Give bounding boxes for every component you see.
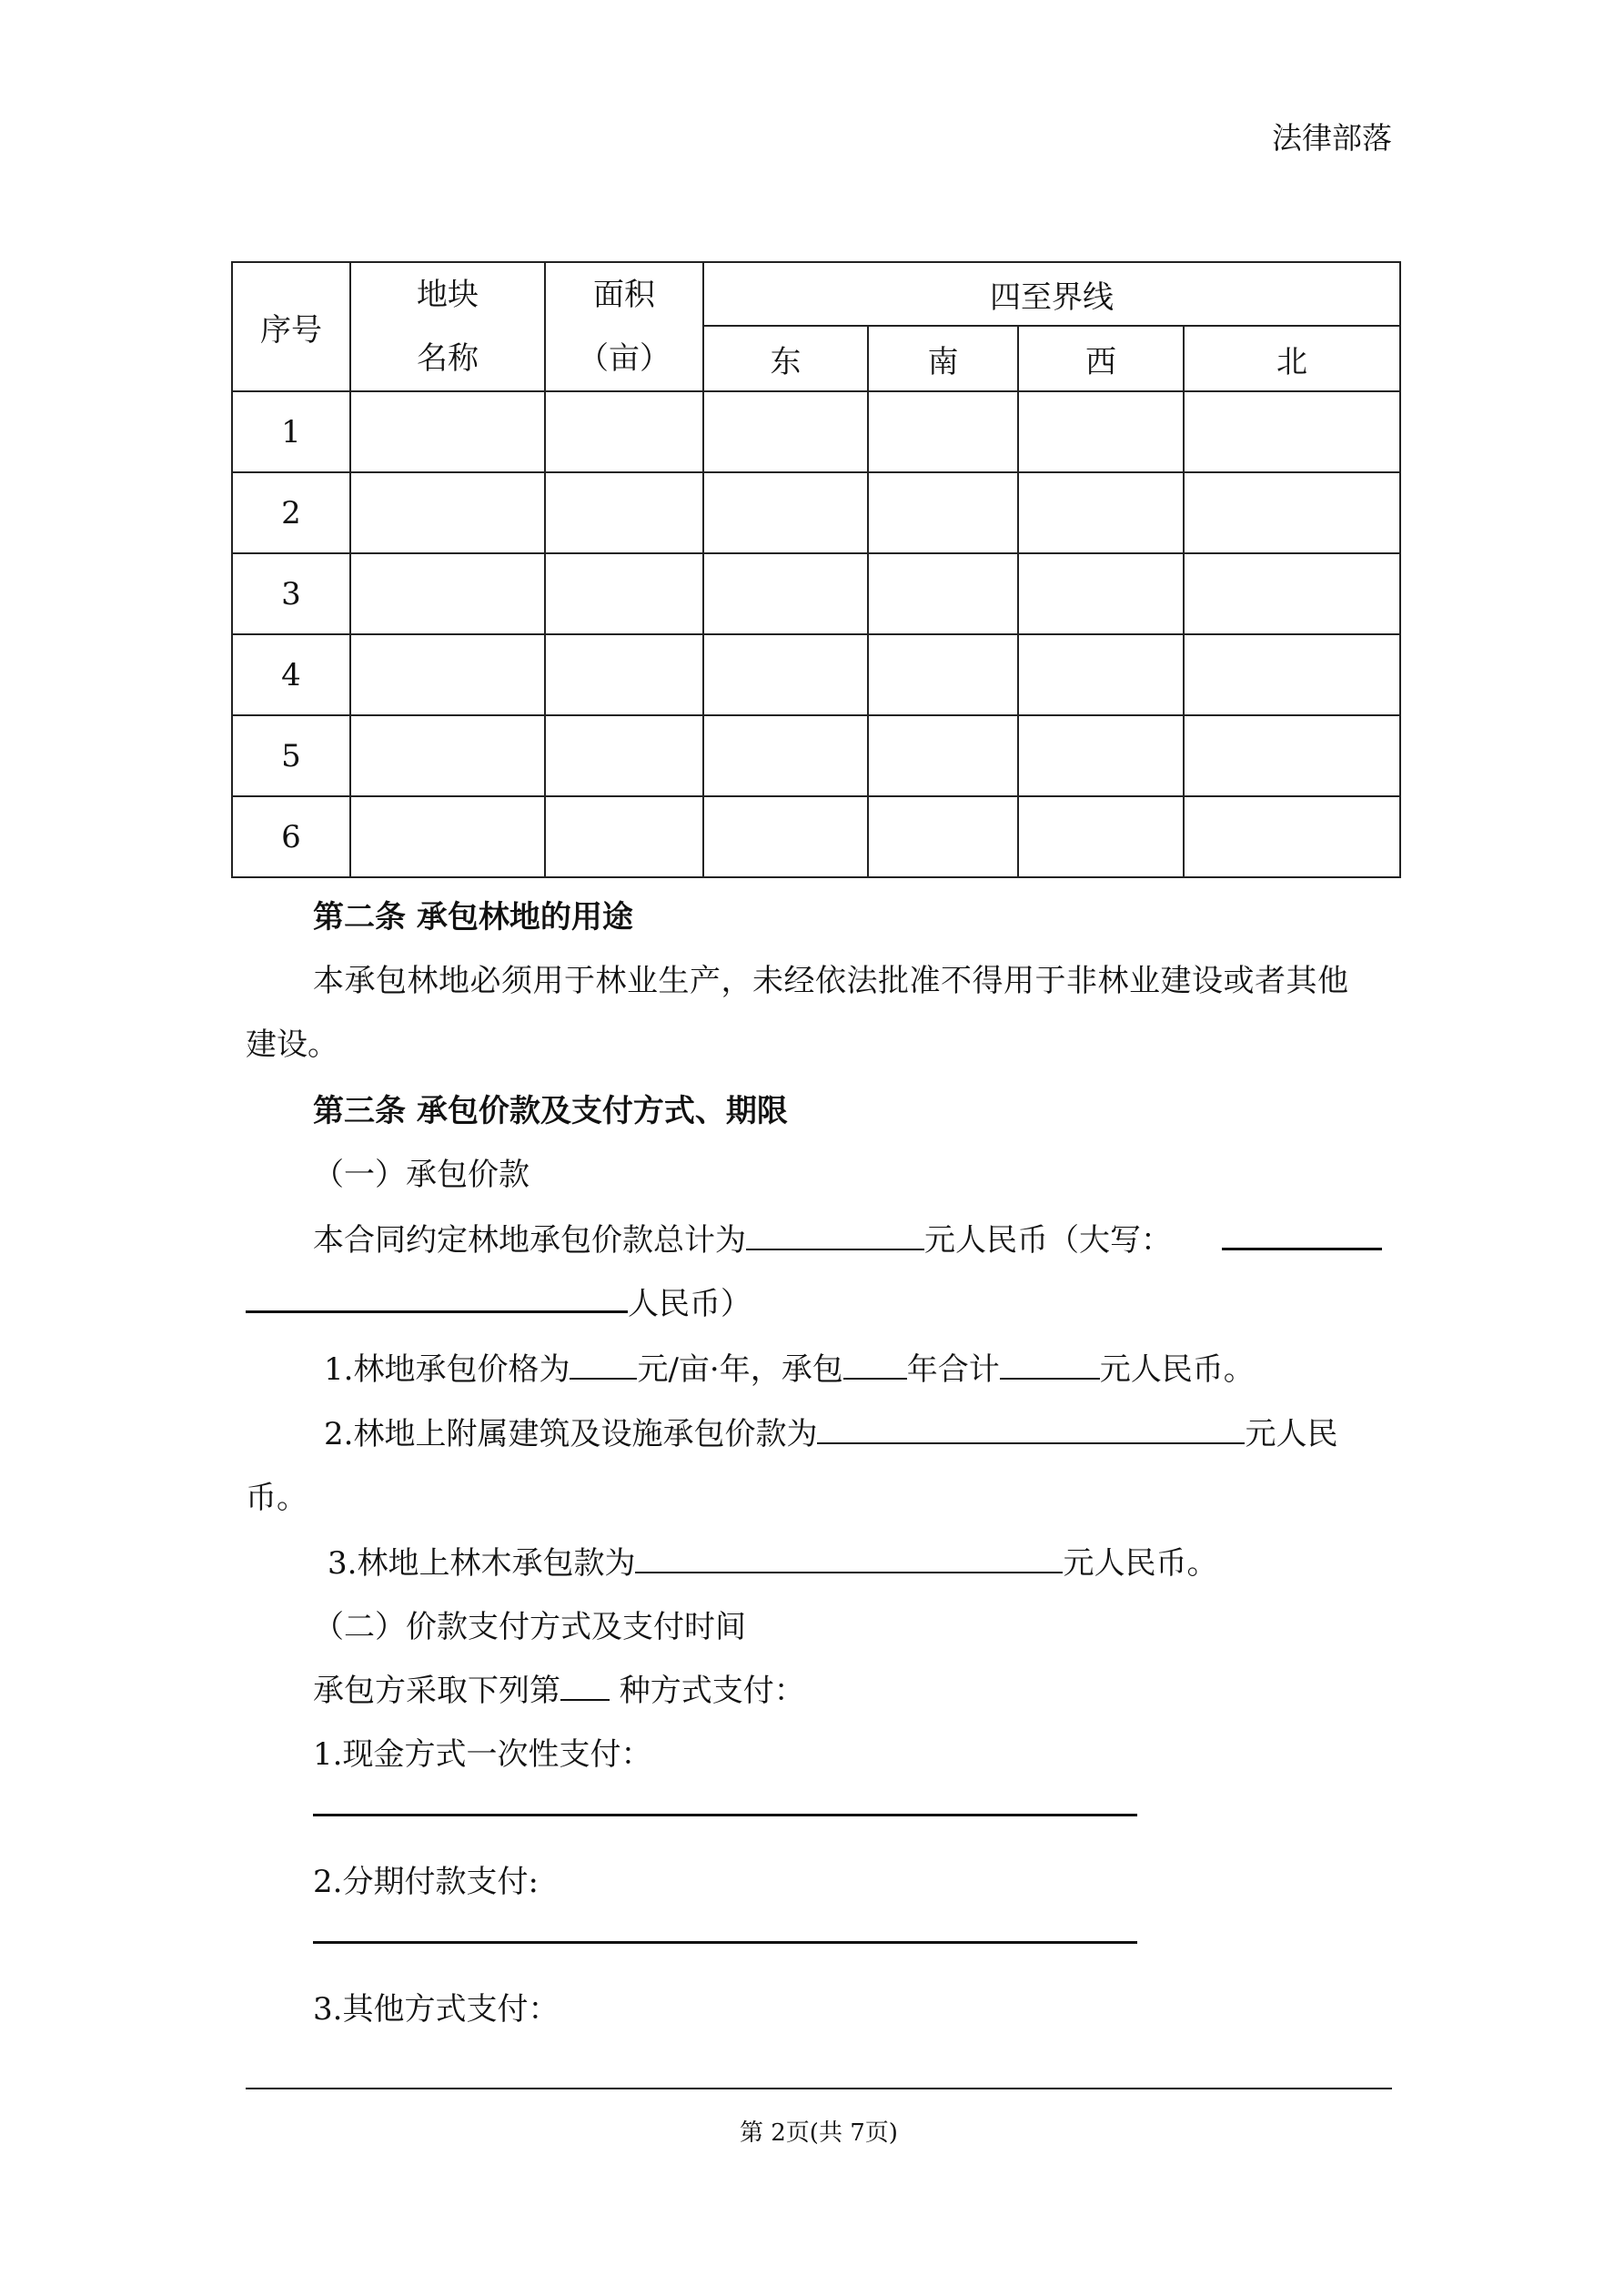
- article3-title: 第三条 承包价款及支付方式、期限: [313, 1093, 788, 1129]
- cell-north[interactable]: [1184, 472, 1400, 553]
- item3-amount-blank[interactable]: [635, 1544, 1063, 1573]
- item3-text-a: 3.林地上林木承包款为: [328, 1545, 636, 1582]
- item1-total-blank[interactable]: [1000, 1350, 1100, 1380]
- total-uppercase-blank-1[interactable]: [1222, 1248, 1382, 1250]
- total-uppercase-blank-2[interactable]: [246, 1310, 628, 1313]
- item1-text-c: 年合计: [906, 1351, 1000, 1388]
- header-plot-name: [350, 262, 545, 391]
- total-prefix: 本合同约定林地承包价款总计为: [313, 1222, 746, 1259]
- item2-line: [324, 1409, 1337, 1453]
- cell-west[interactable]: [1018, 715, 1184, 796]
- header-plot-line2: 名称: [417, 340, 479, 377]
- cell-west[interactable]: [1018, 634, 1184, 715]
- header-seq: 序号: [232, 262, 350, 391]
- cell-east[interactable]: [703, 472, 868, 553]
- cell-plot-name[interactable]: [350, 634, 545, 715]
- table-row: [232, 715, 1400, 796]
- cell-area[interactable]: [545, 796, 703, 877]
- row-seq: 1: [232, 391, 350, 472]
- years-blank[interactable]: [843, 1350, 907, 1380]
- header-east: 东: [703, 326, 868, 391]
- item1-line: [324, 1344, 1255, 1389]
- total-suffix: 人民币）: [628, 1286, 751, 1322]
- method1-blank[interactable]: [313, 1814, 1137, 1816]
- cell-area[interactable]: [545, 715, 703, 796]
- header-area-line1: 面积: [593, 277, 655, 313]
- cell-north[interactable]: [1184, 391, 1400, 472]
- cell-west[interactable]: [1018, 553, 1184, 634]
- table-row: [232, 553, 1400, 634]
- method3-label: 3.其他方式支付：: [313, 1991, 560, 2028]
- cell-plot-name[interactable]: [350, 796, 545, 877]
- page-number: 第 2页(共 7页): [740, 2119, 898, 2147]
- cell-plot-name[interactable]: [350, 553, 545, 634]
- cell-west[interactable]: [1018, 796, 1184, 877]
- cell-west[interactable]: [1018, 472, 1184, 553]
- method2-blank[interactable]: [313, 1941, 1137, 1944]
- cell-west[interactable]: [1018, 391, 1184, 472]
- row-seq: 5: [232, 715, 350, 796]
- cell-south[interactable]: [868, 391, 1018, 472]
- cell-plot-name[interactable]: [350, 472, 545, 553]
- cell-area[interactable]: [545, 634, 703, 715]
- item3-text-b: 元人民币。: [1063, 1545, 1218, 1582]
- cell-north[interactable]: [1184, 634, 1400, 715]
- header-west: 西: [1018, 326, 1184, 391]
- cell-south[interactable]: [868, 796, 1018, 877]
- item1-text-a: 1.林地承包价格为: [324, 1351, 570, 1388]
- total-amount-blank[interactable]: [746, 1221, 924, 1250]
- article2-body-line1: 本承包林地必须用于林业生产，未经依法批准不得用于非林业建设或者其他: [313, 963, 1349, 999]
- header-plot-line1: 地块: [417, 277, 479, 313]
- row-seq: 2: [232, 472, 350, 553]
- header-south: 南: [868, 326, 1018, 391]
- cell-plot-name[interactable]: [350, 391, 545, 472]
- cell-area[interactable]: [545, 391, 703, 472]
- row-seq: 4: [232, 634, 350, 715]
- item2-text-c: 币。: [246, 1480, 308, 1516]
- cell-east[interactable]: [703, 715, 868, 796]
- item2-amount-blank[interactable]: [817, 1415, 1245, 1444]
- header-area: [545, 262, 703, 391]
- header-boundary: 四至界线: [703, 262, 1400, 326]
- cell-south[interactable]: [868, 472, 1018, 553]
- item2-text-b: 元人民: [1245, 1416, 1338, 1452]
- land-plot-table: [231, 261, 1401, 878]
- total-price-line: [313, 1215, 1172, 1259]
- cell-east[interactable]: [703, 553, 868, 634]
- table-row: [232, 391, 1400, 472]
- cell-east[interactable]: [703, 634, 868, 715]
- cell-east[interactable]: [703, 796, 868, 877]
- table-row: [232, 634, 1400, 715]
- cell-east[interactable]: [703, 391, 868, 472]
- payment-choice-line: [313, 1665, 805, 1710]
- method2-label: 2.分期付款支付:: [313, 1864, 539, 1900]
- cell-south[interactable]: [868, 715, 1018, 796]
- item1-text-d: 元人民币。: [1099, 1351, 1255, 1388]
- table-row: [232, 472, 1400, 553]
- header-area-line2: （亩）: [578, 340, 671, 377]
- cell-north[interactable]: [1184, 715, 1400, 796]
- footer-divider: [246, 2088, 1392, 2089]
- table-row: [232, 796, 1400, 877]
- article2-title: 第二条 承包林地的用途: [313, 899, 633, 936]
- article3-sub1: （一）承包价款: [313, 1157, 530, 1193]
- method1-label: 1.现金方式一次性支付：: [313, 1736, 652, 1773]
- payment-choice-blank[interactable]: [560, 1672, 610, 1701]
- header-north: 北: [1184, 326, 1400, 391]
- item3-line: [328, 1538, 1217, 1583]
- row-seq: 3: [232, 553, 350, 634]
- cell-area[interactable]: [545, 553, 703, 634]
- header-brand: 法律部落: [1272, 120, 1392, 156]
- choose-text-b: 种方式支付：: [610, 1673, 805, 1709]
- article3-sub2: （二）价款支付方式及支付时间: [313, 1609, 746, 1645]
- cell-north[interactable]: [1184, 796, 1400, 877]
- article2-body-line2: 建设。: [246, 1027, 338, 1063]
- cell-north[interactable]: [1184, 553, 1400, 634]
- item1-text-b: 元/亩·年，承包: [637, 1351, 843, 1388]
- price-per-mu-blank[interactable]: [570, 1350, 637, 1380]
- row-seq: 6: [232, 796, 350, 877]
- total-mid: 元人民币（大写：: [924, 1222, 1172, 1259]
- cell-area[interactable]: [545, 472, 703, 553]
- cell-south[interactable]: [868, 634, 1018, 715]
- choose-text-a: 承包方采取下列第: [313, 1673, 560, 1709]
- item2-text-a: 2.林地上附属建筑及设施承包价款为: [324, 1416, 818, 1452]
- cell-south[interactable]: [868, 553, 1018, 634]
- cell-plot-name[interactable]: [350, 715, 545, 796]
